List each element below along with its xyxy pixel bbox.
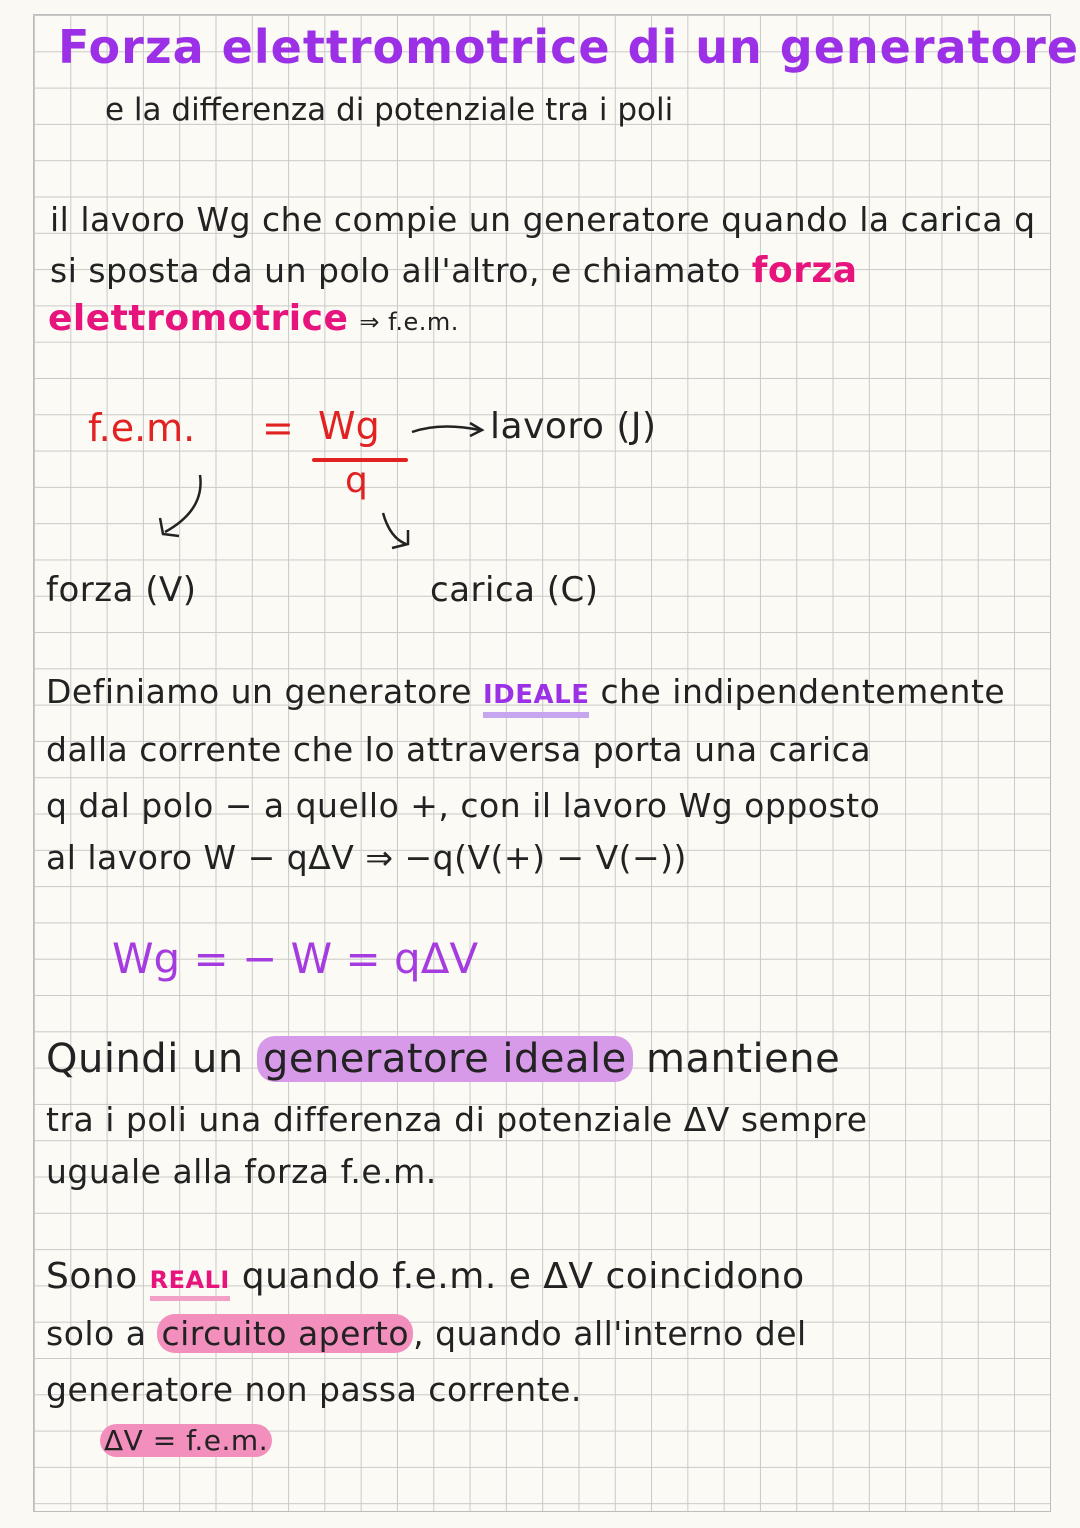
arrow-to-lavoro-icon xyxy=(410,420,490,440)
para1-line2-text: si sposta da un polo all'altro, e chiamato xyxy=(50,251,741,290)
highlight-circuito-aperto: circuito aperto xyxy=(157,1314,413,1353)
page-title: Forza elettromotrice di un generatore xyxy=(58,20,1080,74)
label-lavoro: lavoro (J) xyxy=(490,406,657,447)
highlight-generatore-ideale: generatore ideale xyxy=(257,1036,633,1082)
para4-line3: generatore non passa corrente. xyxy=(46,1370,582,1409)
para3-line3: uguale alla forza f.e.m. xyxy=(46,1152,437,1191)
para2-line4: al lavoro W − qΔV ⇒ −q(V(+) − V(−)) xyxy=(46,838,687,877)
para4-line2-start: solo a xyxy=(46,1314,147,1353)
para2-line1 xyxy=(46,672,1005,711)
arrow-to-forza-icon xyxy=(145,470,215,550)
para4-line4 xyxy=(100,1424,272,1457)
keyword-reali: REALI xyxy=(150,1266,230,1301)
keyword-elettromotrice: elettromotrice xyxy=(48,298,349,339)
formula-numerator: Wg xyxy=(318,404,380,448)
para3-line1-start: Quindi un xyxy=(46,1036,244,1082)
para2-line1-start: Definiamo un generatore xyxy=(46,672,472,711)
para2-line1-end: che indipendentemente xyxy=(600,672,1006,711)
para4-line1-start: Sono xyxy=(46,1256,138,1297)
arrow-to-carica-icon xyxy=(378,508,428,558)
label-forza: forza (V) xyxy=(46,570,197,610)
para3-line1 xyxy=(46,1036,840,1082)
para1-line3 xyxy=(48,298,459,339)
para4-line1 xyxy=(46,1256,805,1297)
highlight-dv-equals-fem: ΔV = f.e.m. xyxy=(100,1424,272,1457)
para3-line1-end: mantiene xyxy=(645,1036,841,1082)
para4-line2 xyxy=(46,1314,807,1353)
fem-abbrev: ⇒ f.e.m. xyxy=(359,308,459,336)
para1-line1: il lavoro Wg che compie un generatore quando la carica q xyxy=(50,200,1036,239)
formula-equals: = xyxy=(262,406,294,450)
label-carica: carica (C) xyxy=(430,570,599,610)
formula-lhs: f.e.m. xyxy=(88,406,196,450)
equation-wg: Wg = − W = qΔV xyxy=(112,934,479,983)
para3-line2: tra i poli una differenza di potenziale ΔV sempre xyxy=(46,1100,868,1139)
para2-line3: q dal polo − a quello +, con il lavoro Wg opposto xyxy=(46,786,881,825)
formula-denominator: q xyxy=(345,460,368,501)
keyword-forza: forza xyxy=(751,250,858,291)
keyword-ideale: IDEALE xyxy=(483,680,589,718)
page-subtitle: e la differenza di potenziale tra i poli xyxy=(105,92,674,128)
para2-line2: dalla corrente che lo attraversa porta una carica xyxy=(46,730,872,769)
para1-line2 xyxy=(50,250,858,291)
para4-line1-end: quando f.e.m. e ΔV coincidono xyxy=(241,1256,805,1297)
para4-line2-end: , quando all'interno del xyxy=(413,1314,807,1353)
